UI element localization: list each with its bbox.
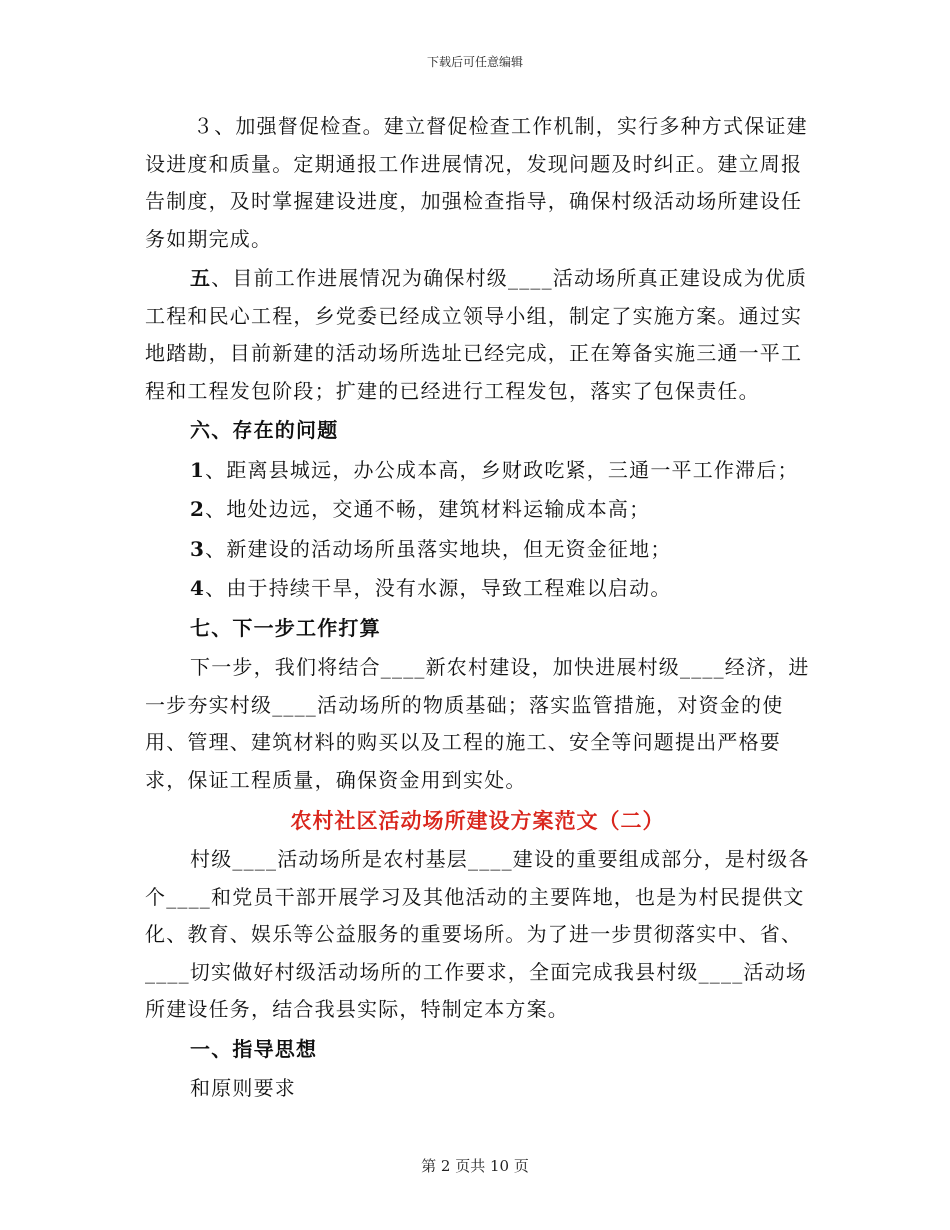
document-body [145, 108, 810, 1108]
list-item-number: 2 [190, 497, 206, 521]
paragraph-progress [145, 260, 810, 410]
heading-problems: 六、存在的问题 [190, 418, 339, 442]
page-footer: 第 2 页共 10 页 [421, 1157, 529, 1175]
list-item-text: 、地处边远，交通不畅，建筑材料运输成本高； [205, 497, 651, 521]
list-item [145, 570, 810, 608]
section-5-number: 五 [190, 266, 212, 290]
heading-guiding-thought: 一、指导思想 [190, 1036, 318, 1061]
list-item-text: 、距离县城远，办公成本高，乡财政吃紧，三通一平工作滞后； [205, 457, 799, 482]
paragraph-supervision: ３、加强督促检查。建立督促检查工作机制，实行多种方式保证建设进度和质量。定期通报工作进展情况，发现问题及时纠正。建立周报告制度，及时掌握建设进度，加强检查指导，确保村级活动场所建设任务如期完成。 [145, 114, 808, 251]
page-header: 下载后可任意编辑 [426, 55, 523, 69]
list-item-text: 、新建设的活动场所虽落实地块，但无资金征地； [205, 536, 672, 561]
list-item-number: 4 [190, 576, 206, 600]
heading-next-steps: 七、下一步工作打算 [190, 615, 381, 640]
list-item-text: 、由于持续干旱，没有水源，导致工程难以启动。 [205, 576, 672, 600]
paragraph-next-steps: 下一步，我们将结合____新农村建设，加快进展村级____经济，进一步夯实村级____活动场所的物质基础；落实监管措施，对资金的使用、管理、建筑材料的购买以及工程的施工、安全等问题提出严格要求，保证工程质量，确保资金用到实处。 [145, 655, 810, 792]
list-item [145, 531, 810, 569]
paragraph-progress-text: 、目前工作进展情况为确保村级____活动场所真正建设成为优质工程和民心工程，乡党委已经成立领导小组，制定了实施方案。通过实地踏勘，目前新建的活动场所选址已经完成，正在筹备实施三通一平工程和工程发包阶段；扩建的已经进行工程发包，落实了包保责任。 [145, 266, 808, 403]
paragraph-principles: 和原则要求 [190, 1076, 296, 1100]
paragraph-intro: 村级____活动场所是农村基层____建设的重要组成部分，是村级各个____和党员干部开展学习及其他活动的主要阵地，也是为村民提供文化、教育、娱乐等公益服务的重要场所。为了进一步贯彻落实中、省、____切实做好村级活动场所的工作要求，全面完成我县村级____活动场所建设任务，结合我县实际，特制定本方案。 [145, 847, 810, 1021]
list-item [145, 491, 810, 529]
section-title: 农村社区活动场所建设方案范文（二） [290, 808, 665, 833]
list-item [145, 452, 810, 490]
list-item-number: 1 [190, 457, 206, 482]
list-item-number: 3 [190, 536, 206, 561]
